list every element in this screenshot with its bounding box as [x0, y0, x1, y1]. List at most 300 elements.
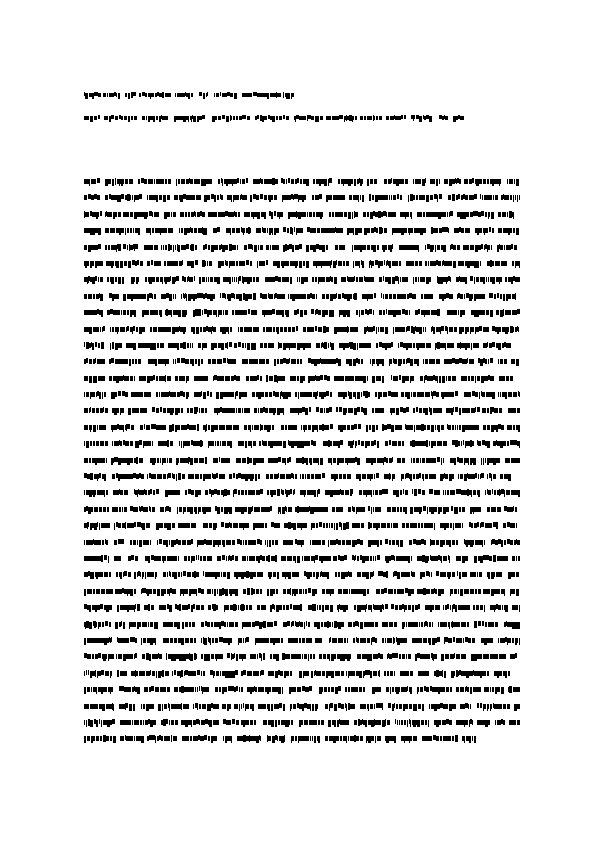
glyph-mark — [423, 359, 424, 364]
glyph-mark — [288, 490, 290, 495]
glyph-mark — [99, 490, 101, 495]
glyph-mark — [258, 474, 260, 479]
glyph-mark — [298, 540, 300, 545]
glyph-mark — [87, 261, 88, 266]
glyph-mark — [436, 408, 439, 413]
glyph-mark — [423, 327, 424, 332]
glyph-mark — [440, 474, 443, 481]
glyph-mark — [513, 392, 514, 397]
glyph-mark — [155, 195, 156, 200]
glyph-mark — [167, 261, 170, 266]
glyph-mark — [448, 408, 451, 413]
glyph-mark — [384, 588, 387, 593]
glyph-mark — [336, 539, 338, 544]
glyph-mark — [147, 589, 149, 596]
glyph-mark — [105, 228, 108, 233]
glyph-mark — [386, 571, 388, 578]
glyph-mark — [184, 507, 186, 512]
glyph-mark — [441, 572, 444, 577]
glyph-mark — [403, 507, 404, 512]
glyph-mark — [106, 490, 108, 495]
glyph-mark — [491, 392, 492, 397]
glyph-mark — [416, 407, 418, 412]
glyph-mark — [276, 228, 279, 233]
glyph-mark — [382, 359, 384, 366]
glyph-mark — [435, 245, 436, 252]
glyph-mark — [155, 622, 158, 629]
glyph-mark — [84, 604, 87, 609]
glyph-mark — [503, 523, 505, 528]
glyph-mark — [512, 605, 515, 610]
glyph-mark — [182, 260, 183, 265]
glyph-mark — [229, 244, 232, 251]
glyph-mark — [186, 116, 188, 120]
glyph-mark — [140, 212, 143, 217]
glyph-mark — [317, 391, 318, 396]
glyph-mark — [197, 293, 200, 298]
glyph-mark — [303, 343, 305, 350]
glyph-mark — [481, 638, 484, 643]
glyph-mark — [194, 211, 195, 216]
glyph-mark — [195, 523, 196, 528]
glyph-mark — [221, 261, 224, 266]
glyph-mark — [232, 277, 233, 282]
glyph-mark — [142, 572, 143, 579]
glyph-mark — [519, 277, 520, 282]
glyph-mark — [136, 392, 138, 397]
glyph-mark — [419, 622, 420, 627]
glyph-mark — [178, 179, 180, 184]
glyph-mark — [205, 327, 206, 332]
glyph-mark — [362, 179, 363, 184]
glyph-mark — [357, 343, 358, 350]
glyph-mark — [205, 474, 206, 479]
glyph-mark — [133, 326, 135, 331]
glyph-mark — [470, 276, 473, 281]
glyph-mark — [486, 343, 487, 348]
glyph-mark — [272, 294, 273, 299]
glyph-mark — [342, 507, 343, 512]
glyph-mark — [175, 327, 176, 332]
glyph-mark — [370, 179, 373, 184]
glyph-mark — [255, 523, 256, 528]
glyph-mark — [354, 179, 356, 186]
glyph-mark — [509, 310, 511, 315]
glyph-mark — [484, 245, 485, 250]
glyph-mark — [515, 195, 516, 200]
glyph-mark — [229, 408, 232, 413]
glyph-mark — [85, 622, 86, 629]
glyph-mark — [265, 638, 268, 643]
glyph-mark — [446, 277, 447, 284]
glyph-mark — [469, 359, 472, 364]
glyph-mark — [212, 572, 213, 577]
glyph-mark — [91, 294, 92, 299]
glyph-mark — [212, 116, 215, 122]
glyph-mark — [227, 277, 229, 282]
glyph-mark — [508, 474, 511, 481]
glyph-mark — [234, 572, 236, 577]
glyph-mark — [386, 474, 389, 479]
glyph-mark — [269, 310, 272, 315]
glyph-mark — [420, 572, 421, 579]
glyph-mark — [295, 474, 297, 479]
glyph-mark — [230, 261, 233, 266]
glyph-mark — [472, 507, 473, 512]
glyph-mark — [437, 637, 440, 642]
glyph-mark — [208, 294, 210, 299]
glyph-mark — [104, 654, 106, 661]
glyph-mark — [323, 326, 326, 333]
glyph-mark — [487, 474, 488, 479]
glyph-mark — [300, 359, 302, 364]
glyph-mark — [302, 540, 304, 545]
glyph-mark — [383, 605, 384, 610]
glyph-mark — [172, 261, 174, 266]
glyph-mark — [278, 473, 279, 478]
glyph-mark — [232, 310, 234, 315]
glyph-mark — [84, 507, 86, 512]
glyph-mark — [174, 572, 176, 579]
glyph-mark — [182, 605, 185, 610]
glyph-mark — [156, 116, 158, 120]
glyph-mark — [283, 358, 286, 363]
glyph-mark — [270, 589, 273, 596]
glyph-mark — [118, 654, 120, 659]
glyph-mark — [206, 540, 207, 545]
glyph-mark — [221, 244, 222, 249]
glyph-mark — [234, 489, 237, 494]
glyph-mark — [482, 195, 483, 200]
glyph-mark — [516, 589, 519, 596]
glyph-mark — [480, 245, 481, 250]
glyph-mark — [201, 605, 204, 610]
glyph-mark — [167, 572, 168, 577]
glyph-mark — [297, 294, 298, 299]
glyph-mark — [156, 212, 159, 217]
glyph-mark — [372, 425, 375, 432]
glyph-mark — [275, 408, 276, 413]
glyph-mark — [198, 228, 199, 233]
glyph-mark — [96, 540, 98, 545]
glyph-mark — [335, 490, 338, 495]
glyph-mark — [250, 195, 252, 202]
glyph-mark — [453, 523, 454, 530]
glyph-mark — [267, 622, 269, 627]
glyph-mark — [364, 116, 366, 120]
glyph-mark — [176, 556, 177, 561]
glyph-mark — [139, 622, 141, 627]
glyph-mark — [507, 490, 510, 495]
glyph-mark — [286, 490, 288, 497]
glyph-mark — [341, 327, 342, 332]
glyph-mark — [412, 523, 415, 528]
glyph-mark — [343, 605, 346, 612]
glyph-mark — [90, 277, 92, 282]
glyph-mark — [91, 425, 92, 430]
glyph-mark — [137, 327, 138, 332]
glyph-mark — [481, 211, 484, 216]
glyph-mark — [204, 539, 206, 544]
glyph-mark — [367, 654, 369, 661]
glyph-mark — [117, 179, 119, 184]
glyph-mark — [207, 654, 210, 661]
glyph-mark — [116, 261, 119, 268]
glyph-mark — [409, 310, 410, 315]
glyph-mark — [397, 116, 399, 120]
glyph-mark — [330, 276, 331, 281]
glyph-mark — [99, 473, 101, 478]
glyph-mark — [321, 622, 323, 627]
glyph-mark — [286, 343, 289, 348]
glyph-mark — [370, 260, 371, 265]
glyph-mark — [487, 195, 488, 200]
glyph-mark — [160, 228, 161, 235]
glyph-mark — [105, 621, 108, 626]
glyph-mark — [427, 294, 429, 299]
glyph-mark — [223, 358, 226, 363]
glyph-mark — [84, 408, 86, 413]
glyph-mark — [483, 408, 486, 413]
glyph-mark — [234, 93, 237, 99]
glyph-mark — [401, 392, 404, 397]
glyph-mark — [373, 359, 375, 364]
glyph-mark — [132, 474, 133, 479]
glyph-mark — [122, 277, 124, 284]
glyph-mark — [110, 212, 112, 217]
glyph-mark — [488, 622, 489, 627]
glyph-mark — [98, 212, 99, 217]
glyph-mark — [188, 489, 191, 494]
glyph-mark — [510, 326, 513, 333]
glyph-mark — [395, 507, 396, 512]
glyph-mark — [490, 407, 492, 414]
glyph-mark — [195, 294, 197, 299]
glyph-mark — [468, 376, 470, 381]
glyph-mark — [195, 441, 197, 446]
glyph-mark — [122, 376, 123, 381]
glyph-mark — [336, 556, 337, 561]
glyph-mark — [87, 376, 88, 381]
glyph-mark — [483, 358, 485, 363]
glyph-mark — [431, 310, 433, 315]
glyph-mark — [486, 392, 488, 397]
body-text-line — [84, 489, 520, 501]
glyph-mark — [517, 540, 520, 545]
glyph-mark — [458, 489, 461, 494]
glyph-mark — [261, 654, 262, 661]
body-text-line-glyphs — [84, 358, 520, 366]
glyph-mark — [470, 245, 473, 250]
glyph-mark — [438, 622, 439, 627]
glyph-mark — [171, 212, 172, 217]
glyph-mark — [261, 392, 264, 397]
glyph-mark — [413, 115, 414, 121]
glyph-mark — [190, 359, 192, 364]
glyph-mark — [468, 458, 469, 465]
glyph-mark — [193, 116, 196, 122]
glyph-mark — [346, 179, 348, 184]
glyph-mark — [458, 194, 460, 199]
glyph-mark — [330, 637, 331, 642]
glyph-mark — [215, 572, 217, 579]
glyph-mark — [325, 359, 326, 364]
glyph-mark — [173, 245, 174, 252]
glyph-mark — [208, 310, 209, 317]
glyph-mark — [394, 571, 397, 576]
glyph-mark — [99, 622, 101, 627]
glyph-mark — [319, 245, 322, 250]
glyph-mark — [181, 212, 183, 217]
glyph-mark — [227, 358, 228, 363]
glyph-mark — [109, 654, 110, 659]
glyph-mark — [269, 540, 270, 547]
glyph-mark — [122, 588, 124, 593]
glyph-mark — [183, 589, 184, 596]
glyph-mark — [497, 441, 500, 446]
glyph-mark — [165, 507, 166, 512]
glyph-mark — [171, 654, 174, 661]
glyph-mark — [262, 93, 263, 97]
glyph-mark — [89, 540, 90, 545]
glyph-mark — [141, 638, 142, 645]
glyph-mark — [187, 376, 189, 381]
glyph-mark — [392, 244, 393, 249]
glyph-mark — [360, 343, 363, 348]
glyph-mark — [178, 556, 179, 561]
glyph-mark — [352, 212, 353, 219]
glyph-mark — [100, 211, 102, 216]
glyph-mark — [329, 178, 332, 183]
glyph-mark — [209, 638, 210, 643]
glyph-mark — [395, 605, 398, 610]
glyph-mark — [317, 507, 319, 512]
glyph-mark — [245, 638, 246, 643]
glyph-mark — [263, 310, 264, 315]
glyph-mark — [221, 522, 224, 527]
glyph-mark — [425, 556, 428, 563]
glyph-mark — [469, 522, 471, 527]
glyph-mark — [173, 408, 174, 413]
glyph-mark — [270, 116, 272, 120]
glyph-mark — [296, 211, 297, 218]
glyph-mark — [207, 391, 209, 396]
glyph-mark — [309, 115, 311, 119]
glyph-mark — [254, 310, 257, 315]
glyph-mark — [496, 277, 498, 282]
body-text-line-glyphs — [84, 489, 520, 497]
body-text-line — [84, 473, 520, 485]
glyph-mark — [394, 556, 395, 561]
glyph-mark — [467, 261, 470, 268]
glyph-mark — [371, 474, 373, 479]
glyph-mark — [329, 589, 330, 594]
glyph-mark — [86, 342, 89, 349]
glyph-mark — [424, 294, 427, 299]
glyph-mark — [225, 211, 228, 216]
glyph-mark — [155, 310, 158, 315]
glyph-mark — [394, 622, 397, 627]
glyph-mark — [378, 523, 380, 528]
glyph-mark — [293, 589, 294, 594]
glyph-mark — [438, 261, 441, 266]
glyph-mark — [446, 507, 449, 512]
glyph-mark — [452, 572, 455, 577]
glyph-mark — [323, 228, 326, 233]
glyph-mark — [286, 359, 288, 364]
glyph-mark — [507, 622, 509, 627]
glyph-mark — [151, 93, 154, 97]
glyph-mark — [514, 245, 515, 250]
glyph-mark — [355, 212, 358, 217]
glyph-mark — [403, 327, 405, 332]
glyph-mark — [318, 572, 319, 577]
glyph-mark — [505, 327, 508, 334]
glyph-mark — [475, 523, 477, 528]
glyph-mark — [343, 327, 345, 332]
glyph-mark — [292, 327, 295, 332]
glyph-mark — [208, 327, 211, 332]
glyph-mark — [115, 212, 117, 217]
glyph-mark — [255, 572, 256, 577]
glyph-mark — [155, 245, 158, 250]
glyph-mark — [409, 605, 411, 610]
glyph-mark — [197, 605, 200, 610]
glyph-mark — [125, 179, 128, 184]
glyph-mark — [287, 572, 288, 577]
glyph-mark — [487, 228, 488, 233]
glyph-mark — [94, 92, 97, 96]
glyph-mark — [252, 245, 253, 250]
glyph-mark — [341, 179, 343, 184]
glyph-mark — [197, 424, 199, 431]
glyph-mark — [429, 589, 430, 594]
glyph-mark — [391, 342, 393, 347]
glyph-mark — [300, 376, 303, 383]
glyph-mark — [338, 359, 341, 366]
glyph-mark — [487, 342, 488, 347]
glyph-mark — [209, 523, 212, 528]
glyph-mark — [330, 359, 332, 364]
glyph-mark — [355, 376, 357, 381]
glyph-mark — [513, 228, 515, 233]
glyph-mark — [111, 277, 114, 284]
glyph-mark — [473, 490, 476, 495]
glyph-mark — [405, 572, 408, 577]
glyph-mark — [357, 179, 359, 184]
glyph-mark — [313, 604, 316, 611]
glyph-mark — [497, 572, 500, 577]
glyph-mark — [404, 556, 406, 561]
glyph-mark — [400, 277, 401, 282]
glyph-mark — [367, 474, 370, 479]
glyph-mark — [290, 376, 291, 381]
glyph-mark — [502, 376, 503, 381]
glyph-mark — [175, 245, 176, 250]
glyph-mark — [440, 556, 441, 561]
glyph-mark — [322, 359, 323, 364]
glyph-mark — [229, 589, 230, 594]
glyph-mark — [262, 294, 263, 299]
glyph-mark — [330, 605, 333, 612]
glyph-mark — [437, 212, 438, 217]
glyph-mark — [432, 622, 433, 627]
glyph-mark — [244, 327, 247, 332]
glyph-mark — [175, 408, 178, 415]
glyph-mark — [485, 458, 486, 463]
glyph-mark — [124, 507, 125, 512]
glyph-mark — [367, 245, 370, 250]
